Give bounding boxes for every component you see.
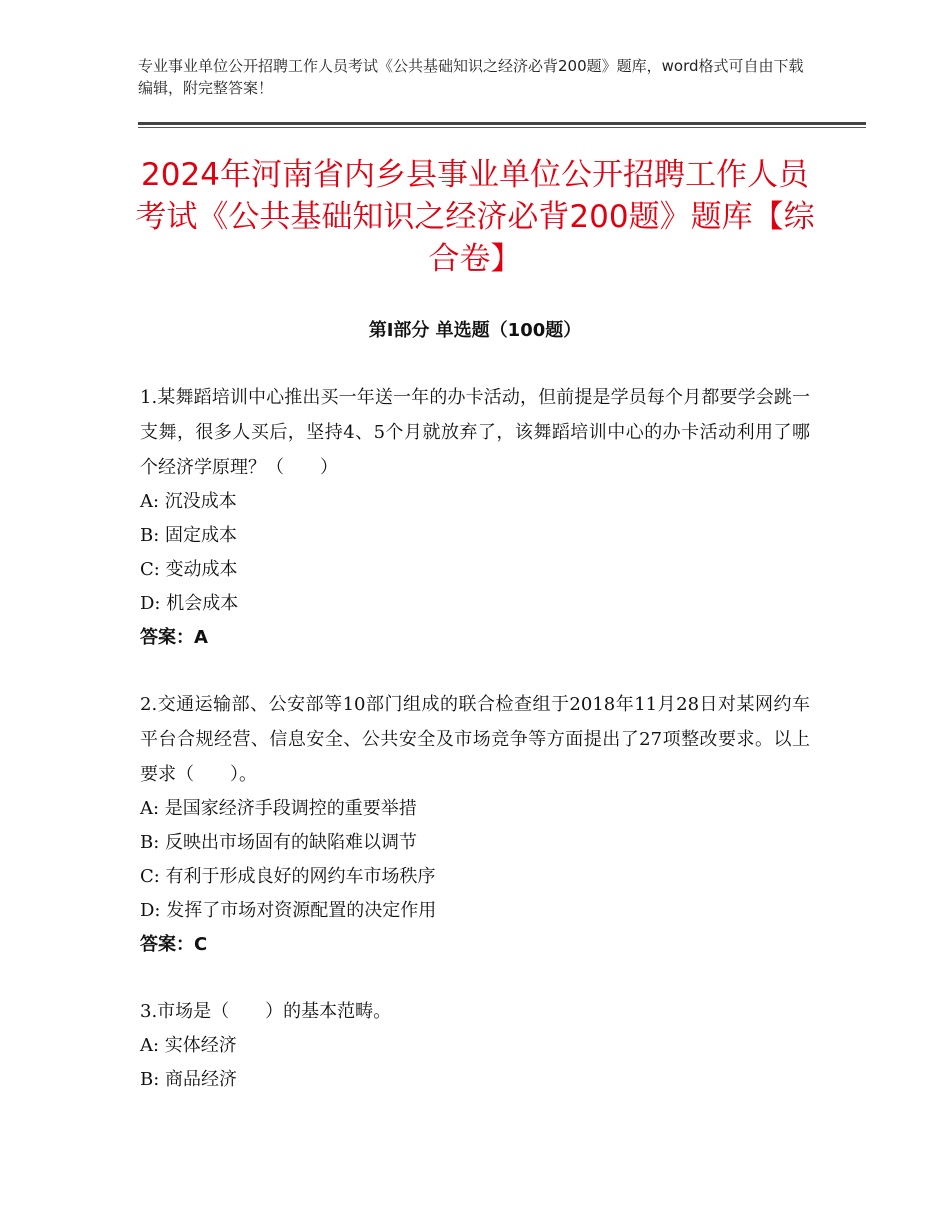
question-1 (140, 380, 810, 655)
option-b: B: 固定成本 (140, 525, 238, 546)
header-divider-thick (138, 122, 866, 125)
option-b: B: 商品经济 (140, 1069, 238, 1090)
question-2 (140, 687, 810, 962)
question-stem: 2.交通运输部、公安部等10部门组成的联合检查组于2018年11月28日对某网约车平台合规经营、信息安全、公共安全及市场竞争等方面提出了27项整改要求。以上要求（ ）。 (140, 694, 810, 785)
section-heading: 第Ⅰ部分 单选题（100题） (368, 320, 582, 341)
answer: 答案：A (140, 627, 208, 648)
question-3 (140, 994, 810, 1097)
header-divider-thin (138, 127, 866, 128)
question-stem: 1.某舞蹈培训中心推出买一年送一年的办卡活动，但前提是学员每个月都要学会跳一支舞，很多人买后，坚持4、5个月就放弃了，该舞蹈培训中心的办卡活动利用了哪个经济学原理？（ ） (140, 387, 810, 478)
option-a: A: 实体经济 (140, 1035, 237, 1056)
header-note: 专业事业单位公开招聘工作人员考试《公共基础知识之经济必背200题》题库，word格式可自由下载编辑，附完整答案！ (138, 57, 804, 97)
option-c: C: 变动成本 (140, 559, 238, 580)
option-a: A: 是国家经济手段调控的重要举措 (140, 798, 417, 819)
option-a: A: 沉没成本 (140, 491, 237, 512)
answer: 答案：C (140, 934, 208, 955)
option-b: B: 反映出市场固有的缺陷难以调节 (140, 832, 418, 853)
document-title: 2024年河南省内乡县事业单位公开招聘工作人员考试《公共基础知识之经济必背200题》题库【综合卷】 (135, 157, 815, 277)
option-d: D: 发挥了市场对资源配置的决定作用 (140, 900, 437, 921)
option-c: C: 有利于形成良好的网约车市场秩序 (140, 866, 436, 887)
option-d: D: 机会成本 (140, 593, 239, 614)
question-stem: 3.市场是（ ）的基本范畴。 (140, 1001, 392, 1022)
